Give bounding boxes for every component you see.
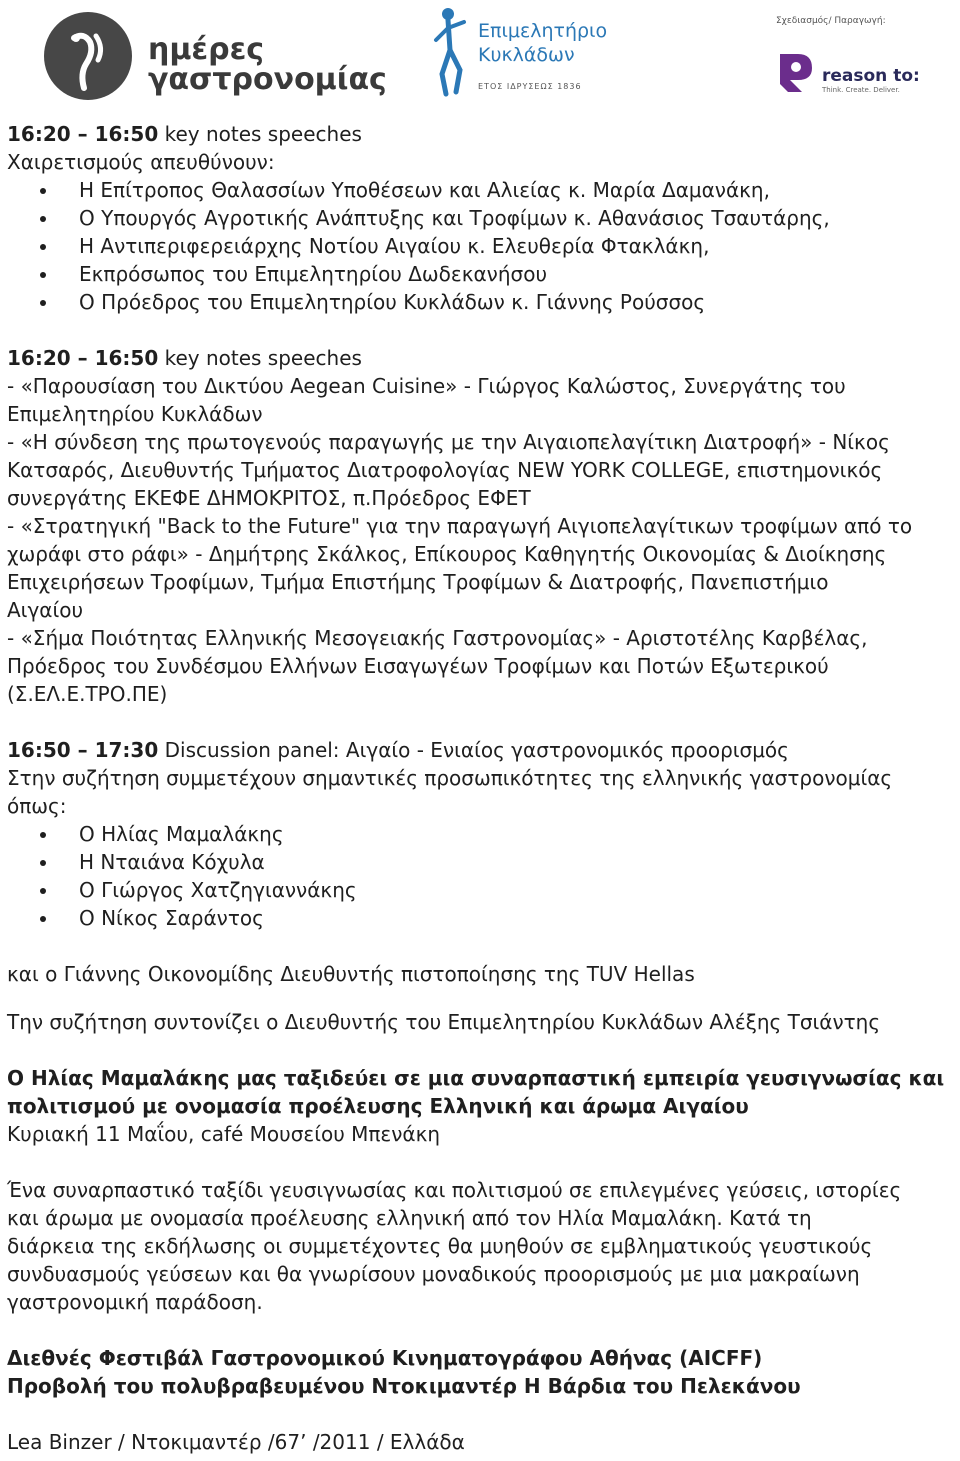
section2-line: Πρόεδρος του Συνδέσμου Ελλήνων Εισαγωγέων Τροφίμων και Ποτών Εξωτερικού	[7, 654, 829, 678]
logo-center-line2: Κυκλάδων	[478, 44, 575, 66]
section2-line: - «Σήμα Ποιότητας Ελληνικής Μεσογειακής Γαστρονομίας» - Αριστοτέλης Καρβέλας,	[7, 626, 868, 650]
section1-time: 16:20 – 16:50	[7, 122, 159, 146]
section2-line: Αιγαίου	[7, 598, 84, 622]
hermes-figure-icon	[430, 4, 474, 98]
section1-title: key notes speeches	[158, 122, 362, 146]
chamber-cyclades-logo	[430, 4, 610, 98]
section4-line: γαστρονομική παράδοση.	[7, 1290, 263, 1314]
bullet-icon	[40, 916, 46, 922]
list-item: Ο Ηλίας Μαμαλάκης	[7, 820, 955, 848]
logo-left-line2: γαστρονομίας	[148, 62, 387, 97]
section2-line: - «Στρατηγική "Back to the Future" για την παραγωγή Αιγιοπελαγίτικων τροφίμων από το	[7, 514, 913, 538]
section2-title: key notes speeches	[158, 346, 362, 370]
list-item: Η Νταιάνα Κόχυλα	[7, 848, 955, 876]
bullet-icon	[40, 832, 46, 838]
list-item: Ο Γιώργος Χατζηγιαννάκης	[7, 876, 955, 904]
bullet-icon	[40, 888, 46, 894]
section4-title: Ο Ηλίας Μαμαλάκης μας ταξιδεύει σε μια συναρπαστική εμπειρία γευσιγνωσίας και	[7, 1066, 945, 1090]
section3-title: Discussion panel: Αιγαίο - Ενιαίος γαστρονομικός προορισμός	[158, 738, 789, 762]
page-header	[0, 0, 960, 110]
section4-title: πολιτισμού με ονομασία προέλευσης Ελληνική και άρωμα Αιγαίου	[7, 1094, 749, 1118]
bullet-icon	[40, 244, 46, 250]
bullet-icon	[40, 188, 46, 194]
list-item: Ο Πρόεδρος του Επιμελητηρίου Κυκλάδων κ. Γιάννης Ρούσσος	[7, 288, 955, 316]
section4-line: και άρωμα με ονομασία προέλευσης ελληνική από τον Ηλία Μαμαλάκη. Κατά τη	[7, 1206, 812, 1230]
panelists-list	[7, 820, 955, 932]
logo-right-tagline: Think. Create. Deliver.	[822, 86, 900, 94]
section3-intro: όπως:	[7, 794, 67, 818]
section4-line: Ένα συναρπαστικό ταξίδι γευσιγνωσίας και πολιτισμού σε επιλεγμένες γεύσεις, ιστορίες	[7, 1178, 902, 1202]
list-item: Εκπρόσωπος του Επιμελητηρίου Δωδεκανήσου	[7, 260, 955, 288]
section2-heading	[7, 344, 955, 372]
section1-heading	[7, 120, 955, 148]
list-item: Η Αντιπεριφερειάρχης Νοτίου Αιγαίου κ. Ελευθερία Φτακλάκη,	[7, 232, 955, 260]
section1-intro: Χαιρετισμούς απευθύνουν:	[7, 150, 275, 174]
bullet-icon	[40, 272, 46, 278]
section3-heading	[7, 736, 955, 764]
section4-date: Κυριακή 11 Μαΐου, café Μουσείου Μπενάκη	[7, 1122, 441, 1146]
section5-title: Προβολή του πολυβραβευμένου Ντοκιμαντέρ Η Βάρδια του Πελεκάνου	[7, 1374, 801, 1398]
section2-line: - «Η σύνδεση της πρωτογενούς παραγωγής με την Αιγαιοπελαγίτικη Διατροφή» - Νίκος	[7, 430, 890, 454]
section2-line: Επιχειρήσεων Τροφίμων, Τμήμα Επιστήμης Τροφίμων & Διατροφής, Πανεπιστήμιο	[7, 570, 829, 594]
section3-moderator: Την συζήτηση συντονίζει ο Διευθυντής του Επιμελητηρίου Κυκλάδων Αλέξης Τσιάντης	[7, 1010, 881, 1034]
section2-line: χωράφι στο ράφι» - Δημήτρης Σκάλκος, Επίκουρος Καθηγητής Οικονομίας & Διοίκησης	[7, 542, 887, 566]
design-credit: Σχεδιασμός/ Παραγωγή:	[776, 16, 886, 26]
section2-line: συνεργάτης ΕΚΕΦΕ ΔΗΜΟΚΡΙΤΟΣ, π.Πρόεδρος ΕΦΕΤ	[7, 486, 531, 510]
section2-line: Κατσαρός, Διευθυντής Τμήματος Διατροφολογίας NEW YORK COLLEGE, επιστημονικός	[7, 458, 883, 482]
list-item: Ο Υπουργός Αγροτικής Ανάπτυξης και Τροφίμων κ. Αθανάσιος Τσαυτάρης,	[7, 204, 955, 232]
logo-right-brand: reason to:	[822, 66, 920, 86]
bullet-icon	[40, 860, 46, 866]
logo-center-sub: ΕΤΟΣ ΙΔΡΥΣΕΩΣ 1836	[478, 82, 582, 91]
section4-line: συνδυασμούς γεύσεων και θα γνωρίσουν μοναδικούς προορισμούς με μια μακραίωνη	[7, 1262, 860, 1286]
section3-time: 16:50 – 17:30	[7, 738, 159, 762]
bullet-icon	[40, 300, 46, 306]
list-item: Η Επίτροπος Θαλασσίων Υποθέσεων και Αλιείας κ. Μαρία Δαμανάκη,	[7, 176, 955, 204]
section2-line: Επιμελητηρίου Κυκλάδων	[7, 402, 263, 426]
logo-center-line1: Επιμελητήριο	[478, 20, 608, 42]
program-content	[7, 120, 955, 1456]
section2-line: - «Παρουσίαση του Δικτύου Aegean Cuisine» - Γιώργος Καλώστος, Συνεργάτης του	[7, 374, 846, 398]
section2-line: (Σ.ΕΛ.Ε.ΤΡΟ.ΠΕ)	[7, 682, 168, 706]
section2-time: 16:20 – 16:50	[7, 346, 159, 370]
section3-also: και ο Γιάννης Οικονομίδης Διευθυντής πιστοποίησης της TUV Hellas	[7, 962, 695, 986]
greetings-list	[7, 176, 955, 316]
logo-left-line1: ημέρες	[148, 32, 265, 67]
imeres-gastronomias-emblem-icon	[40, 8, 140, 104]
bullet-icon	[40, 216, 46, 222]
list-item: Ο Νίκος Σαράντος	[7, 904, 955, 932]
section5-credit: Lea Binzer / Ντοκιμαντέρ /67’ /2011 / Ελλάδα	[7, 1430, 465, 1454]
reason-to-logo	[776, 16, 960, 96]
imeres-gastronomias-logo	[40, 8, 387, 104]
section4-line: διάρκεια της εκδήλωσης οι συμμετέχοντες θα μυηθούν σε εμβληματικούς γευστικούς	[7, 1234, 873, 1258]
reason-to-emblem-icon	[776, 50, 816, 94]
section5-title: Διεθνές Φεστιβάλ Γαστρονομικού Κινηματογράφου Αθήνας (AICFF)	[7, 1346, 763, 1370]
section3-intro: Στην συζήτηση συμμετέχουν σημαντικές προσωπικότητες της ελληνικής γαστρονομίας	[7, 766, 893, 790]
